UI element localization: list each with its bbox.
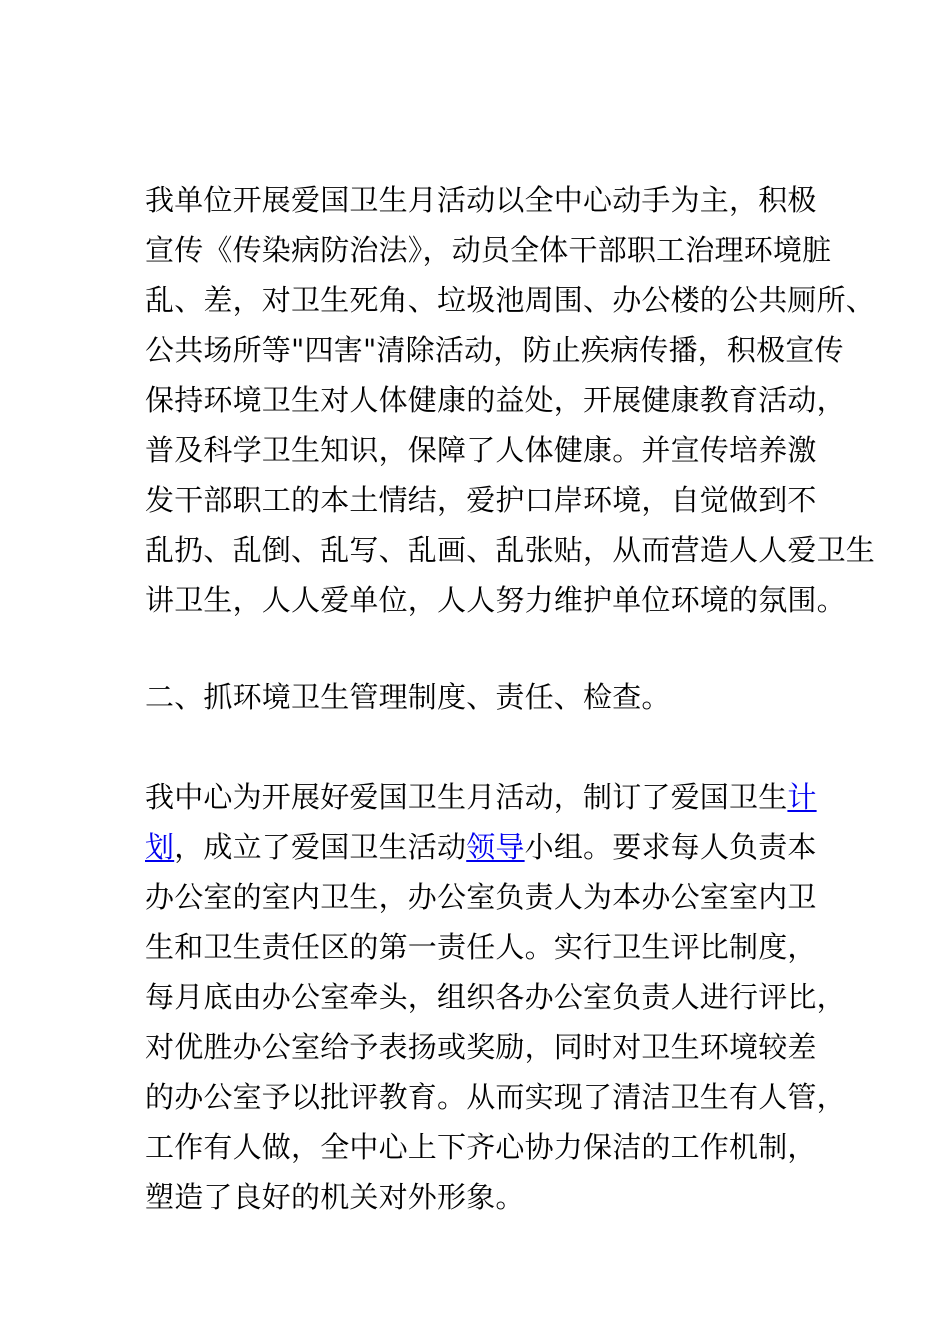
paragraph2-line-1-text: 我中心为开展好爱国卫生月活动，制订了爱国卫生	[145, 780, 788, 814]
paragraph1-line-9: 讲卫生，人人爱单位，人人努力维护单位环境的氛围。	[145, 583, 846, 617]
paragraph2-line-8: 工作有人做，全中心上下齐心协力保洁的工作机制，	[145, 1130, 817, 1164]
paragraph1-line-7: 发干部职工的本土情结，爱护口岸环境，自觉做到不	[145, 483, 817, 517]
plan-link-part2[interactable]: 划	[145, 830, 175, 864]
paragraph2-line-2-text-b: 小组。要求每人负责本	[524, 830, 817, 864]
paragraph1-line-3: 乱、差，对卫生死角、垃圾池周围、办公楼的公共厕所、	[145, 283, 876, 317]
plan-link-part1[interactable]: 计	[787, 780, 817, 814]
paragraph2-line-5: 每月底由办公室牵头，组织各办公室负责人进行评比，	[145, 980, 846, 1014]
paragraph2-line-7: 的办公室予以批评教育。从而实现了清洁卫生有人管，	[145, 1080, 846, 1114]
leadership-link[interactable]: 领导	[466, 830, 525, 864]
paragraph2-line-9: 塑造了良好的机关对外形象。	[145, 1180, 525, 1214]
paragraph2-line-4: 生和卫生责任区的第一责任人。实行卫生评比制度，	[145, 930, 817, 964]
paragraph2-line-2	[145, 827, 817, 867]
paragraph2-line-2-text-a: ，成立了爱国卫生活动	[174, 830, 467, 864]
paragraph2-line-3: 办公室的室内卫生，办公室负责人为本办公室室内卫	[145, 880, 817, 914]
paragraph1-line-5: 保持环境卫生对人体健康的益处，开展健康教育活动，	[145, 383, 846, 417]
paragraph1-line-4: 公共场所等"四害"清除活动，防止疾病传播，积极宣传	[145, 333, 844, 367]
paragraph2-line-1	[145, 777, 817, 817]
paragraph1-line-1: 我单位开展爱国卫生月活动以全中心动手为主，积极	[145, 183, 817, 217]
paragraph1-line-8: 乱扔、乱倒、乱写、乱画、乱张贴，从而营造人人爱卫生	[145, 533, 876, 567]
paragraph1-line-2: 宣传《传染病防治法》，动员全体干部职工治理环境脏	[145, 233, 832, 267]
paragraph1-line-6: 普及科学卫生知识，保障了人体健康。并宣传培养激	[145, 433, 817, 467]
paragraph2-line-6: 对优胜办公室给予表扬或奖励，同时对卫生环境较差	[145, 1030, 817, 1064]
section-heading-2: 二、抓环境卫生管理制度、责任、检查。	[145, 680, 671, 714]
